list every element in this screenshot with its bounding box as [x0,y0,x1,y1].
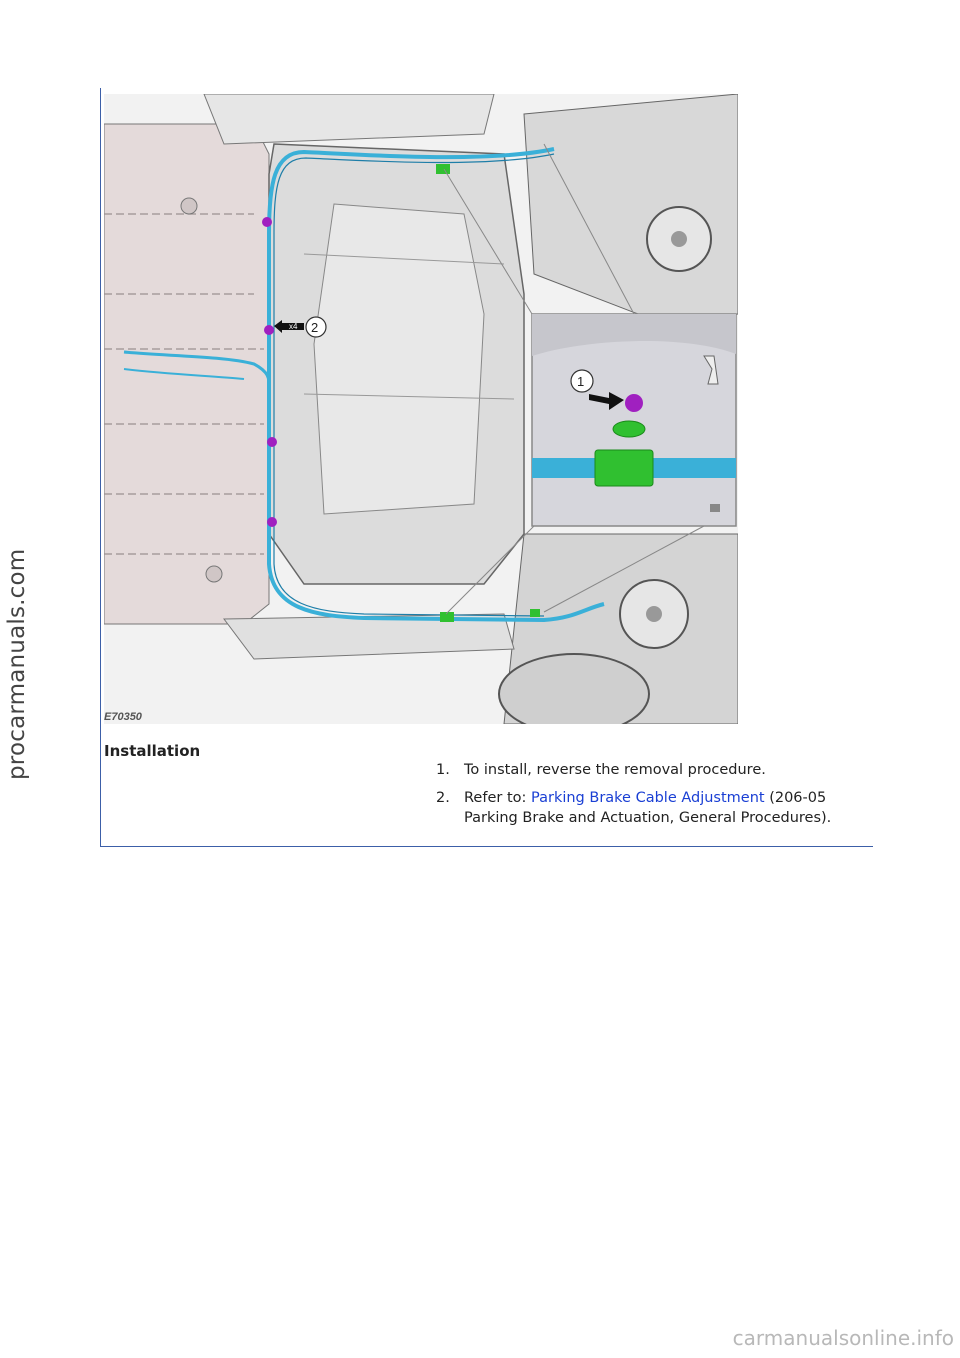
quantity-badge: x4 [289,322,298,331]
step-number: 2. [436,790,450,806]
side-watermark: procarmanuals.com [4,548,30,780]
illustration-svg [104,94,738,724]
step-list [420,760,870,836]
callout-1: 1 [577,374,585,389]
step-text: To install, reverse the removal procedure. [464,762,766,778]
step-number: 1. [436,762,450,778]
footer-watermark: carmanualsonline.info [732,1326,954,1350]
figure-id: E70350 [104,711,142,723]
step-item [420,760,870,780]
section-heading: Installation [104,742,201,760]
callout-2: 2 [311,320,319,335]
parking-brake-cable-illustration [104,94,738,724]
parking-brake-cable-adjustment-link[interactable]: Parking Brake Cable Adjustment [531,790,765,806]
step-suffix: (206-05 Parking Brake and Actuation, General Procedures). [464,790,832,826]
step-prefix: Refer to: [464,790,531,806]
step-item [420,788,870,828]
